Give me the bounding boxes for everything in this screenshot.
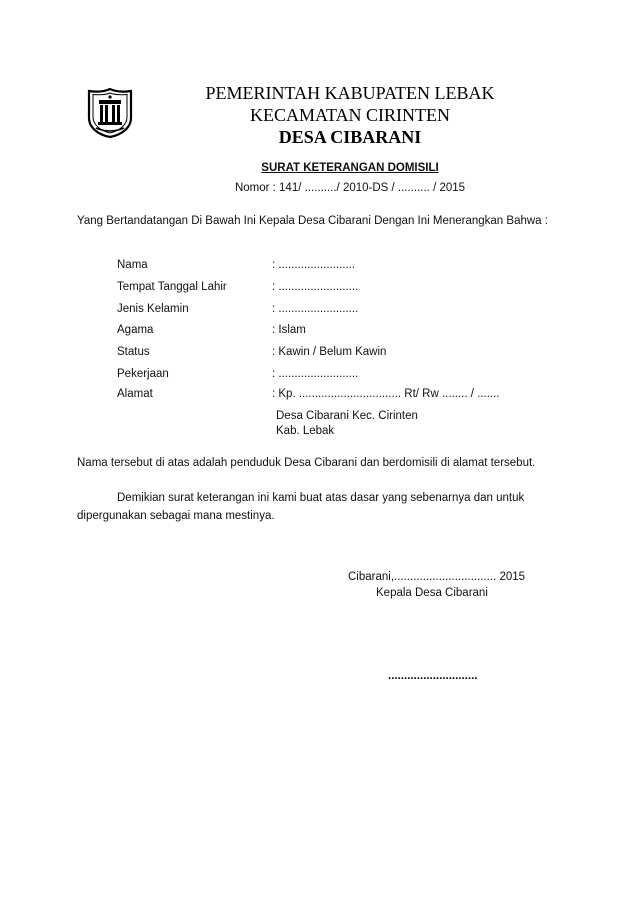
signature-name-blank: ............................ [388,670,478,682]
place-date: Cibarani,................................ 2015 [348,571,526,583]
letter-number: Nomor : 141/ ........../ 2010-DS / .......... / 2015 [234,182,466,194]
closing-text-line1: Demikian surat keterangan ini kami buat atas dasar yang sebenarnya dan untuk [117,492,525,504]
field-value-pekerjaan: : ......................... [272,368,359,380]
field-value-agama: : Islam [272,324,306,336]
header-line-government: PEMERINTAH KABUPATEN LEBAK [205,83,495,103]
field-value-tempat-tanggal-lahir: : ......................... [272,281,359,293]
field-value-jenis-kelamin: : ......................... [272,303,359,315]
field-label-nama: Nama [117,259,148,271]
statement-text: Nama tersebut di atas adalah penduduk Desa Cibarani dan berdomisili di alamat tersebut. [77,457,536,469]
closing-text-line2: dipergunakan sebagai mana mestinya. [77,510,275,522]
signer-title: Kepala Desa Cibarani [376,587,488,599]
field-value-status: : Kawin / Belum Kawin [272,346,387,358]
field-label-pekerjaan: Pekerjaan [117,368,169,380]
field-label-status: Status [117,346,150,358]
address-line-village: Desa Cibarani Kec. Cirinten [276,410,418,422]
field-value-alamat: : Kp. ................................ Rt/ Rw ........ / ....... [272,388,500,400]
letter-title: SURAT KETERANGAN DOMISILI [261,162,439,174]
header-line-district: KECAMATAN CIRINTEN [249,105,451,125]
field-label-alamat: Alamat [117,388,153,400]
address-line-regency: Kab. Lebak [276,425,335,437]
field-label-jenis-kelamin: Jenis Kelamin [117,303,189,315]
field-label-agama: Agama [117,324,154,336]
field-label-tempat-tanggal-lahir: Tempat Tanggal Lahir [117,281,227,293]
header-line-village: DESA CIBARANI [278,127,422,147]
intro-text: Yang Bertandatangan Di Bawah Ini Kepala Desa Cibarani Dengan Ini Menerangkan Bahwa : [77,215,548,227]
field-value-nama: : ........................ [272,259,356,271]
regency-emblem-logo [86,88,134,138]
